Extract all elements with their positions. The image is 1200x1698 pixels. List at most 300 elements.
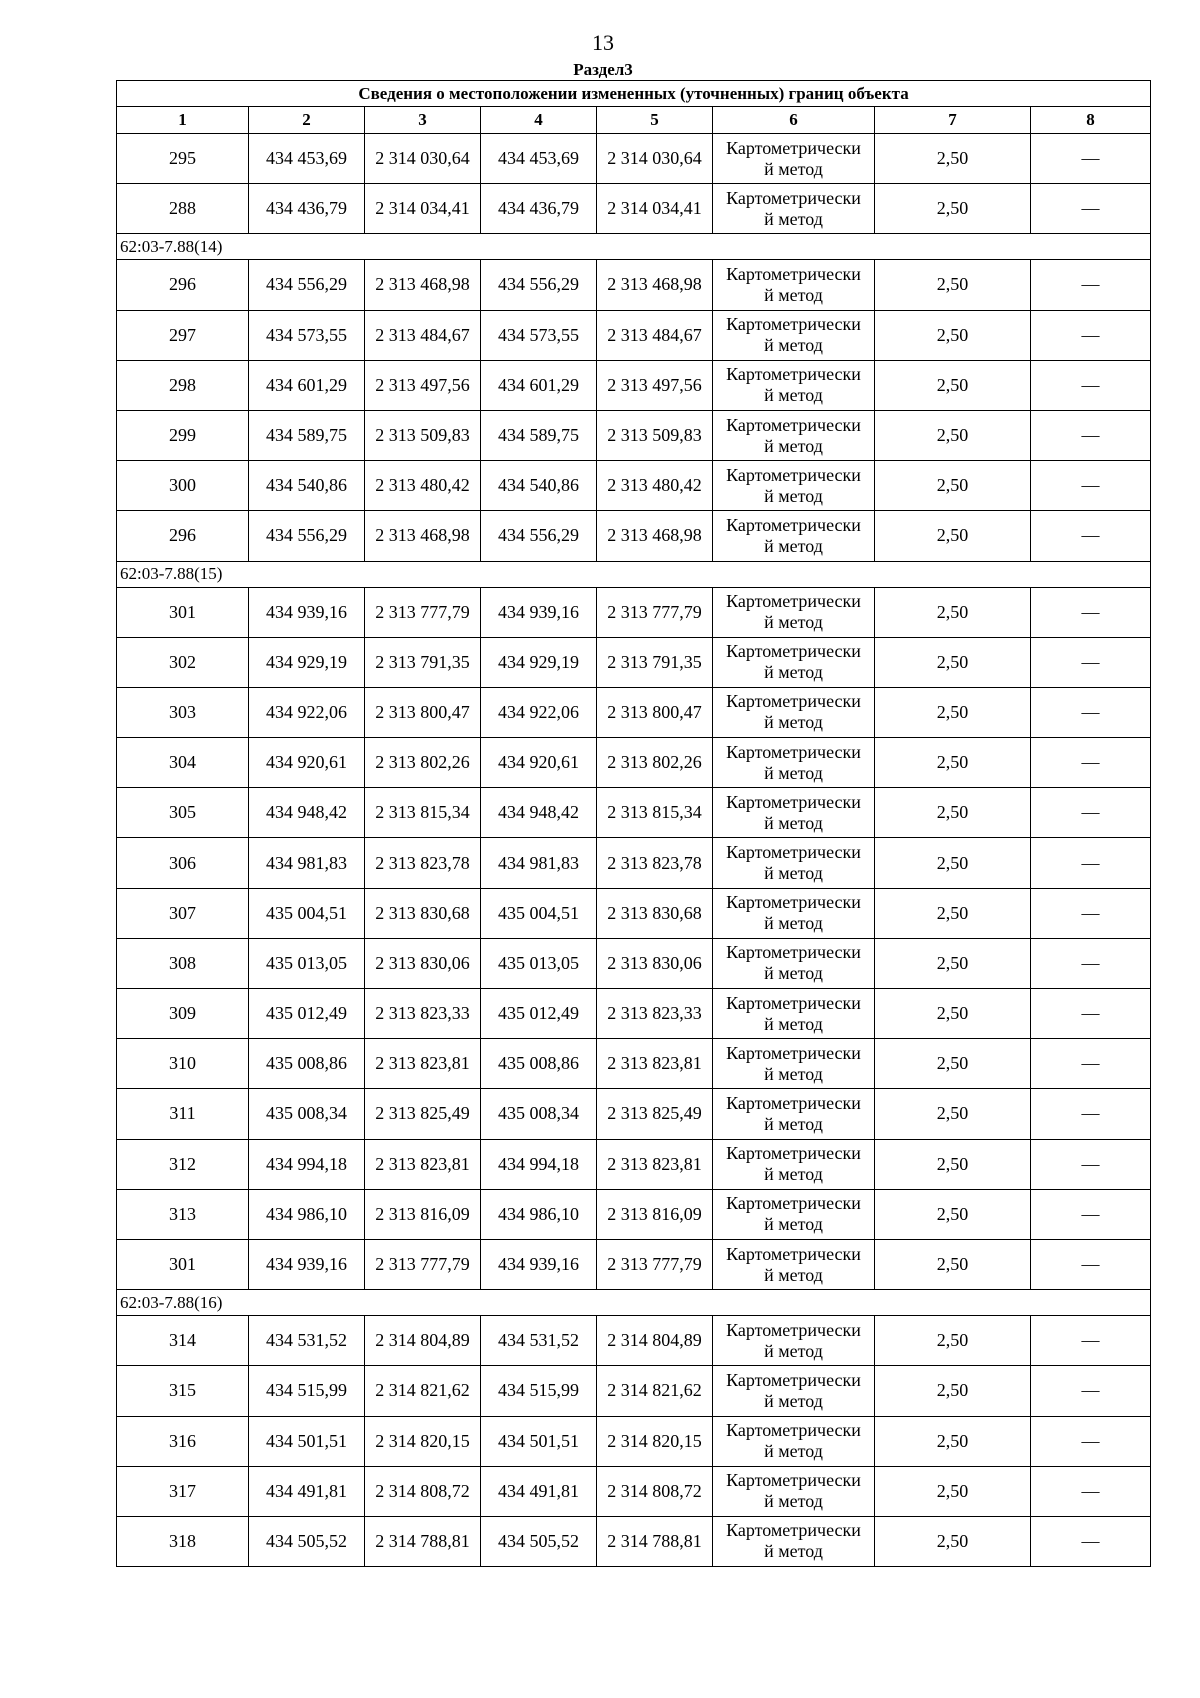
- column-header: 2: [249, 107, 365, 134]
- y-new-cell: 2 313 830,68: [597, 888, 713, 938]
- method-text-line-1: Картометрически: [726, 641, 861, 662]
- y-old-cell: 2 313 777,79: [365, 587, 481, 637]
- y-old-cell: 2 313 480,42: [365, 461, 481, 511]
- method-text-line-2: й метод: [764, 335, 823, 356]
- method-cell: [713, 360, 875, 410]
- y-old-cell: 2 313 484,67: [365, 310, 481, 360]
- notes-cell: —: [1031, 410, 1151, 460]
- method-text-line-1: Картометрически: [726, 1470, 861, 1491]
- point-number-cell: 309: [117, 989, 249, 1039]
- method-text-line-1: Картометрически: [726, 892, 861, 913]
- x-new-cell: 435 008,34: [481, 1089, 597, 1139]
- method-text-line-2: й метод: [764, 812, 823, 833]
- x-new-cell: 434 556,29: [481, 511, 597, 561]
- x-new-cell: 434 573,55: [481, 310, 597, 360]
- accuracy-cell: 2,50: [875, 888, 1031, 938]
- point-number-cell: 304: [117, 738, 249, 788]
- section-title: Раздел3: [573, 60, 633, 79]
- y-new-cell: 2 313 497,56: [597, 360, 713, 410]
- accuracy-cell: 2,50: [875, 989, 1031, 1039]
- x-new-cell: 434 436,79: [481, 184, 597, 234]
- y-old-cell: 2 313 509,83: [365, 410, 481, 460]
- notes-cell: —: [1031, 1516, 1151, 1566]
- y-new-cell: 2 314 820,15: [597, 1416, 713, 1466]
- accuracy-cell: 2,50: [875, 938, 1031, 988]
- method-cell: [713, 938, 875, 988]
- y-new-cell: 2 313 800,47: [597, 687, 713, 737]
- y-new-cell: 2 314 804,89: [597, 1316, 713, 1366]
- point-number-cell: 305: [117, 788, 249, 838]
- y-new-cell: 2 313 823,78: [597, 838, 713, 888]
- point-number-cell: 302: [117, 637, 249, 687]
- x-old-cell: 434 986,10: [249, 1189, 365, 1239]
- notes-cell: —: [1031, 1089, 1151, 1139]
- x-old-cell: 434 556,29: [249, 511, 365, 561]
- y-new-cell: 2 313 823,81: [597, 1039, 713, 1089]
- method-text-line-2: й метод: [764, 1113, 823, 1134]
- method-text-line-1: Картометрически: [726, 187, 861, 208]
- method-cell: [713, 1189, 875, 1239]
- method-cell: [713, 1416, 875, 1466]
- table-row: [117, 260, 1151, 310]
- table-row: [117, 838, 1151, 888]
- table-row: [117, 637, 1151, 687]
- x-new-cell: 434 922,06: [481, 687, 597, 737]
- page-number: 13: [592, 30, 614, 55]
- method-text-line-2: й метод: [764, 1264, 823, 1285]
- accuracy-cell: 2,50: [875, 511, 1031, 561]
- x-new-cell: 434 939,16: [481, 1239, 597, 1289]
- notes-cell: —: [1031, 1416, 1151, 1466]
- method-text-line-1: Картометрически: [726, 1520, 861, 1541]
- y-new-cell: 2 313 791,35: [597, 637, 713, 687]
- method-text-line-2: й метод: [764, 1164, 823, 1185]
- x-new-cell: 435 013,05: [481, 938, 597, 988]
- y-new-cell: 2 313 825,49: [597, 1089, 713, 1139]
- method-cell: [713, 260, 875, 310]
- method-cell: [713, 134, 875, 184]
- point-number-cell: 316: [117, 1416, 249, 1466]
- y-new-cell: 2 314 034,41: [597, 184, 713, 234]
- column-header: 1: [117, 107, 249, 134]
- table-row: [117, 410, 1151, 460]
- method-cell: [713, 1039, 875, 1089]
- method-cell: [713, 1466, 875, 1516]
- method-cell: [713, 788, 875, 838]
- notes-cell: —: [1031, 1139, 1151, 1189]
- point-number-cell: 315: [117, 1366, 249, 1416]
- y-old-cell: 2 313 468,98: [365, 260, 481, 310]
- point-number-cell: 312: [117, 1139, 249, 1189]
- table-row: [117, 461, 1151, 511]
- x-old-cell: 434 515,99: [249, 1366, 365, 1416]
- point-number-cell: 314: [117, 1316, 249, 1366]
- column-header: 8: [1031, 107, 1151, 134]
- point-number-cell: 317: [117, 1466, 249, 1516]
- method-cell: [713, 1366, 875, 1416]
- x-old-cell: 434 453,69: [249, 134, 365, 184]
- x-new-cell: 434 920,61: [481, 738, 597, 788]
- point-number-cell: 297: [117, 310, 249, 360]
- x-old-cell: 434 531,52: [249, 1316, 365, 1366]
- y-old-cell: 2 314 034,41: [365, 184, 481, 234]
- parcel-group-label: 62:03-7.88(16): [117, 1290, 1151, 1316]
- method-text-line-2: й метод: [764, 435, 823, 456]
- method-cell: [713, 587, 875, 637]
- method-cell: [713, 838, 875, 888]
- parcel-group-row: [117, 1290, 1151, 1316]
- table-row: [117, 1189, 1151, 1239]
- table-row: [117, 511, 1151, 561]
- table-caption: Сведения о местоположении измененных (уточненных) границ объекта: [117, 81, 1151, 107]
- method-text-line-1: Картометрически: [726, 942, 861, 963]
- x-old-cell: 434 491,81: [249, 1466, 365, 1516]
- y-new-cell: 2 313 823,33: [597, 989, 713, 1039]
- x-old-cell: 434 922,06: [249, 687, 365, 737]
- column-header-row: [117, 107, 1151, 134]
- method-text-line-2: й метод: [764, 712, 823, 733]
- notes-cell: —: [1031, 687, 1151, 737]
- x-new-cell: 434 939,16: [481, 587, 597, 637]
- x-old-cell: 434 601,29: [249, 360, 365, 410]
- y-new-cell: 2 313 816,09: [597, 1189, 713, 1239]
- method-cell: [713, 888, 875, 938]
- y-old-cell: 2 313 497,56: [365, 360, 481, 410]
- method-text-line-1: Картометрически: [726, 1369, 861, 1390]
- x-new-cell: 434 589,75: [481, 410, 597, 460]
- point-number-cell: 303: [117, 687, 249, 737]
- table-caption-row: [117, 81, 1151, 107]
- method-cell: [713, 1239, 875, 1289]
- column-header: 6: [713, 107, 875, 134]
- method-text-line-2: й метод: [764, 284, 823, 305]
- x-new-cell: 435 004,51: [481, 888, 597, 938]
- point-number-cell: 310: [117, 1039, 249, 1089]
- method-text-line-1: Картометрически: [726, 842, 861, 863]
- table-row: [117, 134, 1151, 184]
- accuracy-cell: 2,50: [875, 260, 1031, 310]
- method-text-line-1: Картометрически: [726, 314, 861, 335]
- x-old-cell: 434 948,42: [249, 788, 365, 838]
- column-header: 7: [875, 107, 1031, 134]
- accuracy-cell: 2,50: [875, 134, 1031, 184]
- method-text-line-2: й метод: [764, 1063, 823, 1084]
- y-old-cell: 2 313 791,35: [365, 637, 481, 687]
- accuracy-cell: 2,50: [875, 1366, 1031, 1416]
- method-text-line-2: й метод: [764, 535, 823, 556]
- method-cell: [713, 738, 875, 788]
- y-new-cell: 2 314 788,81: [597, 1516, 713, 1566]
- method-cell: [713, 184, 875, 234]
- method-text-line-1: Картометрически: [726, 591, 861, 612]
- table-row: [117, 1416, 1151, 1466]
- table-row: [117, 738, 1151, 788]
- y-old-cell: 2 313 823,81: [365, 1139, 481, 1189]
- point-number-cell: 301: [117, 1239, 249, 1289]
- notes-cell: —: [1031, 260, 1151, 310]
- x-new-cell: 434 556,29: [481, 260, 597, 310]
- x-new-cell: 435 012,49: [481, 989, 597, 1039]
- x-old-cell: 434 920,61: [249, 738, 365, 788]
- method-cell: [713, 687, 875, 737]
- method-text-line-1: Картометрически: [726, 1319, 861, 1340]
- y-new-cell: 2 314 821,62: [597, 1366, 713, 1416]
- x-old-cell: 435 008,86: [249, 1039, 365, 1089]
- method-text-line-1: Картометрически: [726, 1193, 861, 1214]
- notes-cell: —: [1031, 888, 1151, 938]
- y-old-cell: 2 313 802,26: [365, 738, 481, 788]
- method-text-line-2: й метод: [764, 1441, 823, 1462]
- table-row: [117, 1089, 1151, 1139]
- y-new-cell: 2 313 468,98: [597, 260, 713, 310]
- method-cell: [713, 637, 875, 687]
- notes-cell: —: [1031, 461, 1151, 511]
- x-old-cell: 435 012,49: [249, 989, 365, 1039]
- x-old-cell: 434 929,19: [249, 637, 365, 687]
- y-new-cell: 2 314 808,72: [597, 1466, 713, 1516]
- method-text-line-1: Картометрически: [726, 1143, 861, 1164]
- method-cell: [713, 511, 875, 561]
- table-row: [117, 1239, 1151, 1289]
- method-text-line-2: й метод: [764, 612, 823, 633]
- notes-cell: —: [1031, 1039, 1151, 1089]
- method-text-line-2: й метод: [764, 1013, 823, 1034]
- accuracy-cell: 2,50: [875, 1516, 1031, 1566]
- method-text-line-2: й метод: [764, 662, 823, 683]
- y-old-cell: 2 313 825,49: [365, 1089, 481, 1139]
- method-text-line-1: Картометрически: [726, 414, 861, 435]
- accuracy-cell: 2,50: [875, 1089, 1031, 1139]
- accuracy-cell: 2,50: [875, 687, 1031, 737]
- method-cell: [713, 1139, 875, 1189]
- x-old-cell: 434 994,18: [249, 1139, 365, 1189]
- method-cell: [713, 410, 875, 460]
- parcel-group-row: [117, 234, 1151, 260]
- y-old-cell: 2 313 823,78: [365, 838, 481, 888]
- table-row: [117, 1466, 1151, 1516]
- table-row: [117, 788, 1151, 838]
- y-new-cell: 2 313 777,79: [597, 587, 713, 637]
- y-old-cell: 2 313 815,34: [365, 788, 481, 838]
- y-new-cell: 2 314 030,64: [597, 134, 713, 184]
- point-number-cell: 296: [117, 511, 249, 561]
- x-new-cell: 434 994,18: [481, 1139, 597, 1189]
- y-old-cell: 2 313 800,47: [365, 687, 481, 737]
- y-old-cell: 2 313 823,81: [365, 1039, 481, 1089]
- x-new-cell: 434 531,52: [481, 1316, 597, 1366]
- notes-cell: —: [1031, 989, 1151, 1039]
- point-number-cell: 298: [117, 360, 249, 410]
- y-old-cell: 2 314 821,62: [365, 1366, 481, 1416]
- method-text-line-1: Картометрически: [726, 791, 861, 812]
- y-new-cell: 2 313 777,79: [597, 1239, 713, 1289]
- column-header: 4: [481, 107, 597, 134]
- y-new-cell: 2 313 480,42: [597, 461, 713, 511]
- accuracy-cell: 2,50: [875, 1039, 1031, 1089]
- x-old-cell: 434 981,83: [249, 838, 365, 888]
- table-row: [117, 184, 1151, 234]
- x-old-cell: 435 013,05: [249, 938, 365, 988]
- point-number-cell: 313: [117, 1189, 249, 1239]
- accuracy-cell: 2,50: [875, 410, 1031, 460]
- method-text-line-1: Картометрически: [726, 137, 861, 158]
- x-new-cell: 435 008,86: [481, 1039, 597, 1089]
- method-text-line-2: й метод: [764, 963, 823, 984]
- y-new-cell: 2 313 823,81: [597, 1139, 713, 1189]
- y-new-cell: 2 313 484,67: [597, 310, 713, 360]
- method-text-line-2: й метод: [764, 208, 823, 229]
- method-text-line-2: й метод: [764, 1214, 823, 1235]
- x-new-cell: 434 601,29: [481, 360, 597, 410]
- notes-cell: —: [1031, 1316, 1151, 1366]
- x-new-cell: 434 981,83: [481, 838, 597, 888]
- x-new-cell: 434 505,52: [481, 1516, 597, 1566]
- y-old-cell: 2 314 808,72: [365, 1466, 481, 1516]
- notes-cell: —: [1031, 360, 1151, 410]
- point-number-cell: 318: [117, 1516, 249, 1566]
- y-old-cell: 2 314 030,64: [365, 134, 481, 184]
- x-old-cell: 434 589,75: [249, 410, 365, 460]
- x-old-cell: 435 004,51: [249, 888, 365, 938]
- x-old-cell: 434 556,29: [249, 260, 365, 310]
- method-text-line-1: Картометрически: [726, 364, 861, 385]
- table-row: [117, 687, 1151, 737]
- x-new-cell: 434 948,42: [481, 788, 597, 838]
- method-text-line-2: й метод: [764, 1541, 823, 1562]
- notes-cell: —: [1031, 637, 1151, 687]
- point-number-cell: 295: [117, 134, 249, 184]
- y-old-cell: 2 313 816,09: [365, 1189, 481, 1239]
- y-old-cell: 2 313 777,79: [365, 1239, 481, 1289]
- point-number-cell: 299: [117, 410, 249, 460]
- x-old-cell: 434 939,16: [249, 587, 365, 637]
- accuracy-cell: 2,50: [875, 637, 1031, 687]
- table-row: [117, 360, 1151, 410]
- notes-cell: —: [1031, 134, 1151, 184]
- method-text-line-1: Картометрически: [726, 992, 861, 1013]
- accuracy-cell: 2,50: [875, 310, 1031, 360]
- method-cell: [713, 461, 875, 511]
- method-text-line-2: й метод: [764, 1491, 823, 1512]
- method-text-line-2: й метод: [764, 762, 823, 783]
- method-cell: [713, 1316, 875, 1366]
- table-row: [117, 587, 1151, 637]
- table-row: [117, 938, 1151, 988]
- y-new-cell: 2 313 802,26: [597, 738, 713, 788]
- accuracy-cell: 2,50: [875, 738, 1031, 788]
- column-header: 5: [597, 107, 713, 134]
- table-row: [117, 310, 1151, 360]
- notes-cell: —: [1031, 738, 1151, 788]
- method-text-line-2: й метод: [764, 485, 823, 506]
- notes-cell: —: [1031, 310, 1151, 360]
- parcel-group-label: 62:03-7.88(15): [117, 561, 1151, 587]
- method-text-line-2: й метод: [764, 385, 823, 406]
- y-old-cell: 2 313 830,68: [365, 888, 481, 938]
- accuracy-cell: 2,50: [875, 788, 1031, 838]
- point-number-cell: 288: [117, 184, 249, 234]
- method-cell: [713, 1089, 875, 1139]
- x-new-cell: 434 491,81: [481, 1466, 597, 1516]
- y-new-cell: 2 313 815,34: [597, 788, 713, 838]
- x-old-cell: 434 436,79: [249, 184, 365, 234]
- method-cell: [713, 310, 875, 360]
- parcel-group-label: 62:03-7.88(14): [117, 234, 1151, 260]
- table-row: [117, 1366, 1151, 1416]
- method-cell: [713, 989, 875, 1039]
- accuracy-cell: 2,50: [875, 838, 1031, 888]
- x-new-cell: 434 986,10: [481, 1189, 597, 1239]
- table-row: [117, 1039, 1151, 1089]
- x-old-cell: 434 540,86: [249, 461, 365, 511]
- x-old-cell: 434 573,55: [249, 310, 365, 360]
- y-old-cell: 2 314 820,15: [365, 1416, 481, 1466]
- accuracy-cell: 2,50: [875, 1466, 1031, 1516]
- table-row: [117, 989, 1151, 1039]
- y-new-cell: 2 313 468,98: [597, 511, 713, 561]
- x-new-cell: 434 929,19: [481, 637, 597, 687]
- y-old-cell: 2 314 804,89: [365, 1316, 481, 1366]
- point-number-cell: 308: [117, 938, 249, 988]
- x-old-cell: 434 939,16: [249, 1239, 365, 1289]
- method-text-line-1: Картометрически: [726, 1243, 861, 1264]
- method-text-line-1: Картометрически: [726, 1420, 861, 1441]
- table-row: [117, 888, 1151, 938]
- accuracy-cell: 2,50: [875, 1189, 1031, 1239]
- notes-cell: —: [1031, 1239, 1151, 1289]
- notes-cell: —: [1031, 838, 1151, 888]
- point-number-cell: 301: [117, 587, 249, 637]
- x-old-cell: 434 505,52: [249, 1516, 365, 1566]
- notes-cell: —: [1031, 1366, 1151, 1416]
- x-new-cell: 434 501,51: [481, 1416, 597, 1466]
- accuracy-cell: 2,50: [875, 461, 1031, 511]
- column-header: 3: [365, 107, 481, 134]
- table-row: [117, 1516, 1151, 1566]
- method-text-line-1: Картометрически: [726, 741, 861, 762]
- method-text-line-2: й метод: [764, 1340, 823, 1361]
- point-number-cell: 311: [117, 1089, 249, 1139]
- x-new-cell: 434 515,99: [481, 1366, 597, 1416]
- y-old-cell: 2 314 788,81: [365, 1516, 481, 1566]
- method-text-line-1: Картометрически: [726, 464, 861, 485]
- boundary-coordinates-table: [116, 80, 1151, 1567]
- notes-cell: —: [1031, 1189, 1151, 1239]
- x-new-cell: 434 453,69: [481, 134, 597, 184]
- parcel-group-row: [117, 561, 1151, 587]
- point-number-cell: 306: [117, 838, 249, 888]
- method-text-line-1: Картометрически: [726, 1042, 861, 1063]
- accuracy-cell: 2,50: [875, 360, 1031, 410]
- y-new-cell: 2 313 509,83: [597, 410, 713, 460]
- table-row: [117, 1316, 1151, 1366]
- notes-cell: —: [1031, 587, 1151, 637]
- notes-cell: —: [1031, 511, 1151, 561]
- point-number-cell: 300: [117, 461, 249, 511]
- notes-cell: —: [1031, 938, 1151, 988]
- accuracy-cell: 2,50: [875, 184, 1031, 234]
- y-old-cell: 2 313 823,33: [365, 989, 481, 1039]
- method-text-line-1: Картометрически: [726, 514, 861, 535]
- method-text-line-2: й метод: [764, 913, 823, 934]
- x-new-cell: 434 540,86: [481, 461, 597, 511]
- notes-cell: —: [1031, 788, 1151, 838]
- point-number-cell: 296: [117, 260, 249, 310]
- y-new-cell: 2 313 830,06: [597, 938, 713, 988]
- notes-cell: —: [1031, 1466, 1151, 1516]
- notes-cell: —: [1031, 184, 1151, 234]
- y-old-cell: 2 313 830,06: [365, 938, 481, 988]
